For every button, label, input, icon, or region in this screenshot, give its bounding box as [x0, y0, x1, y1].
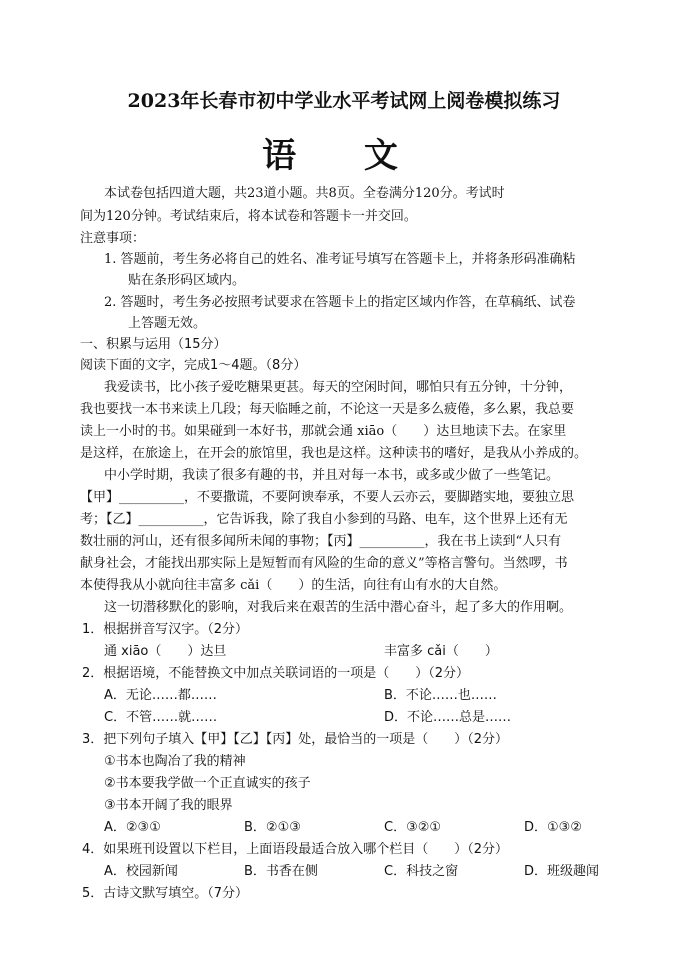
question-3-option-d: D．①③②: [524, 820, 582, 835]
section-heading: 一、积累与运用（15分）: [80, 337, 227, 352]
passage-line: 【甲】__________，不要撒谎，不要阿谀奉承，不要人云亦云，要脚踏实地，要独立思: [80, 490, 575, 505]
exam-title: 2023年长春市初中学业水平考试网上阅卷模拟练习: [127, 90, 561, 112]
passage-line: 我爱读书，比小孩子爱吃糖果更甚。每天的空闲时间，哪怕只有五分钟，十分钟，: [104, 380, 573, 395]
question-3-sentence-3: ③书本开阔了我的眼界: [104, 798, 233, 813]
passage-line: 数壮丽的河山，还有很多闻所未闻的事物；【丙】__________，我在书上读到“人只有: [80, 534, 562, 549]
passage-line: 考；【乙】__________，它告诉我，除了我自小参到的马路、电车，这个世界上还有无: [80, 512, 568, 527]
question-3-sentence-1: ①书本也陶冶了我的精神: [104, 754, 246, 769]
notice-item-2: 2. 答题时，考生务必按照考试要求在答题卡上的指定区域内作答，在草稿纸、试卷: [104, 295, 576, 310]
question-2-option-b: B．不论……也……: [384, 688, 497, 703]
question-3-option-c: C．③②①: [384, 820, 442, 835]
question-4-option-b: B．书香在侧: [244, 864, 318, 879]
passage-line: 读上一小时的书。如果碰到一本好书，那就会通 xiāo（ ）达旦地读下去。在家里: [80, 424, 567, 439]
intro-line-2: 间为120分钟。考试结束后，将本试卷和答题卡一并交回。: [80, 209, 417, 224]
question-3-stem: 3．把下列句子填入【甲】【乙】【丙】处，最恰当的一项是（ ）（2分）: [82, 732, 509, 747]
question-4-option-d: D．班级趣闻: [524, 864, 600, 879]
question-1-blank-b: 丰富多 cǎi（ ）: [384, 644, 498, 659]
question-1-blank-a: 通 xiāo（ ）达旦: [104, 644, 227, 659]
passage-line: 献身社会，才能找出那实际上是短暂而有风险的生命的意义”等格言警句。当然啰，书: [80, 556, 568, 571]
passage-line: 是这样，在旅途上，在开会的旅馆里，我也是这样。这种读书的嗜好，是我从小养成的。: [80, 446, 588, 461]
passage-line: 中小学时期，我读了很多有趣的书，并且对每一本书，或多或少做了一些笔记。: [104, 468, 560, 483]
reading-instruction: 阅读下面的文字，完成1～4题。（8分）: [80, 358, 307, 373]
notice-item-2-cont: 上答题无效。: [128, 316, 207, 331]
passage-line: 这一切潜移默化的影响，对我后来在艰苦的生活中潜心奋斗，起了多大的作用啊。: [104, 600, 573, 615]
notice-heading: 注意事项：: [80, 231, 146, 246]
question-4-option-c: C．科技之窗: [384, 864, 459, 879]
question-2-option-a: A．无论……都……: [104, 688, 217, 703]
intro-line-1: 本试卷包括四道大题，共23道小题。共8页。全卷满分120分。考试时: [104, 186, 505, 201]
question-2-stem: 2．根据语境，不能替换文中加点关联词语的一项是（ ）（2分）: [82, 666, 470, 681]
notice-item-1-cont: 贴在条形码区域内。: [128, 273, 246, 288]
question-4-stem: 4．如果班刊设置以下栏目，上面语段最适合放入哪个栏目（ ）（2分）: [82, 842, 509, 857]
passage-line: 我也要找一本书来读上几段；每天临睡之前，不论这一天是多么疲倦，多么累，我总要: [80, 402, 575, 417]
subject-title: 语 文: [262, 136, 426, 176]
question-5-stem: 5．古诗文默写填空。（7分）: [82, 886, 249, 901]
question-3-option-b: B．②①③: [244, 820, 301, 835]
question-3-option-a: A．②③①: [104, 820, 161, 835]
question-2-option-c: C．不管……就……: [104, 710, 218, 725]
question-1-stem: 1．根据拼音写汉字。（2分）: [82, 622, 249, 637]
question-3-sentence-2: ②书本要我学做一个正直诚实的孩子: [104, 776, 311, 791]
question-2-option-d: D．不论……总是……: [384, 710, 512, 725]
question-4-option-a: A．校园新闻: [104, 864, 178, 879]
notice-item-1: 1. 答题前，考生务必将自己的姓名、准考证号填写在答题卡上，并将条形码准确粘: [104, 252, 576, 267]
passage-line: 本使得我从小就向往丰富多 cǎi（ ）的生活，向往有山有水的大自然。: [80, 578, 507, 593]
